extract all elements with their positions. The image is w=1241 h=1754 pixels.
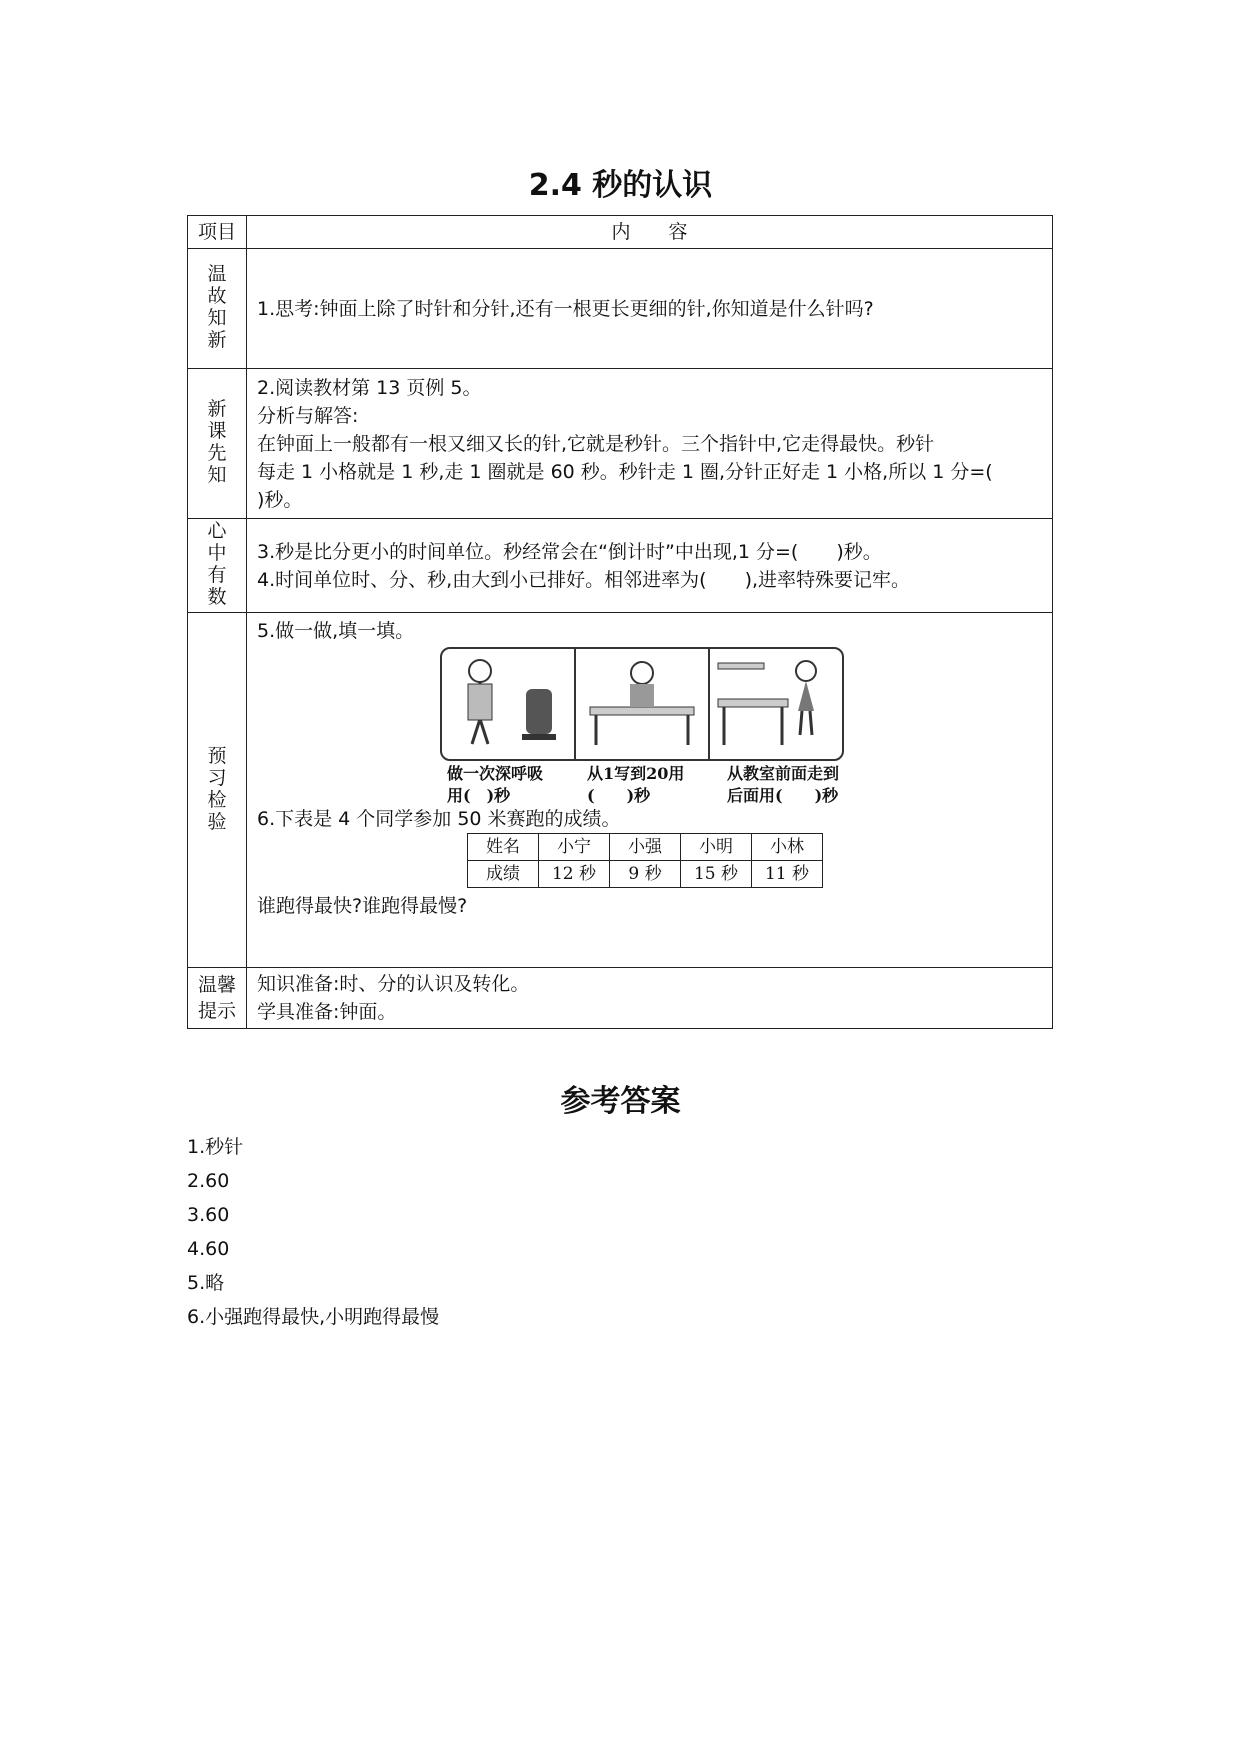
- question-1: 1.思考:钟面上除了时针和分针,还有一根更长更细的针,你知道是什么针吗?: [257, 297, 874, 320]
- row-label: 心中有数: [207, 520, 227, 608]
- answers-title: 参考答案: [560, 1084, 681, 1119]
- question-6-prompt: 谁跑得最快?谁跑得最慢?: [257, 895, 468, 917]
- caption-breathing: 做一次深呼吸 用( )秒: [447, 764, 544, 805]
- table-header-row: [188, 216, 1053, 249]
- table-cell: 姓名: [468, 834, 539, 861]
- table-cell: 11 秒: [752, 861, 823, 888]
- race-score-table: [467, 833, 823, 888]
- text-line: 2.阅读教材第 13 页例 5。: [257, 376, 482, 399]
- lesson-table: [187, 215, 1053, 1029]
- answer-item: 1.秒针: [187, 1136, 244, 1158]
- row-label: 温馨提示: [197, 974, 236, 1022]
- table-cell: 小林: [752, 834, 823, 861]
- table-row-tips: [188, 968, 1053, 1029]
- table-cell: 小明: [681, 834, 752, 861]
- table-row: [468, 834, 823, 861]
- breathing-boy-image: [442, 649, 576, 759]
- table-row-review: [188, 249, 1053, 369]
- text-line: )秒。: [257, 488, 303, 511]
- answer-item: 6.小强跑得最快,小明跑得最慢: [187, 1306, 440, 1328]
- header-item: 项目: [188, 216, 247, 249]
- caption-walking: 从教室前面走到 后面用( )秒: [727, 764, 840, 805]
- tip-line: 知识准备:时、分的认识及转化。: [257, 973, 530, 995]
- table-row-check: [188, 613, 1053, 968]
- activity-illustration: [257, 645, 1042, 805]
- question-4: 4.时间单位时、分、秒,由大到小已排好。相邻进率为( ),进率特殊要记牢。: [257, 568, 911, 591]
- answer-item: 4.60: [187, 1238, 230, 1260]
- table-cell: 9 秒: [610, 861, 681, 888]
- page-title: 2.4 秒的认识: [528, 168, 713, 203]
- text-line: 每走 1 小格就是 1 秒,走 1 圈就是 60 秒。秒针走 1 圈,分针正好走 1 小格,所以 1 分=(: [257, 460, 993, 483]
- text-line: 分析与解答:: [257, 404, 359, 427]
- answer-item: 2.60: [187, 1170, 230, 1192]
- table-cell: 15 秒: [681, 861, 752, 888]
- row-label: 预习检验: [207, 744, 227, 833]
- row-label: 新课先知: [207, 398, 227, 486]
- table-row: [468, 861, 823, 888]
- question-5: 5.做一做,填一填。: [257, 620, 415, 642]
- answer-item: 5.略: [187, 1272, 225, 1294]
- table-cell: 小强: [610, 834, 681, 861]
- writing-boy-image: [576, 649, 710, 759]
- table-cell: 12 秒: [539, 861, 610, 888]
- question-3: 3.秒是比分更小的时间单位。秒经常会在“倒计时”中出现,1 分=( )秒。: [257, 540, 882, 563]
- table-row-understanding: [188, 519, 1053, 613]
- table-cell: 成绩: [468, 861, 539, 888]
- answers-list: [187, 1130, 987, 1334]
- answer-item: 3.60: [187, 1204, 230, 1226]
- caption-writing: 从1写到20用 ( )秒: [587, 764, 685, 805]
- table-cell: 小宁: [539, 834, 610, 861]
- header-content: 内 容: [247, 216, 1053, 249]
- text-line: 在钟面上一般都有一根又细又长的针,它就是秒针。三个指针中,它走得最快。秒针: [257, 432, 935, 455]
- row-label: 温故知新: [207, 263, 227, 351]
- question-6: 6.下表是 4 个同学参加 50 米赛跑的成绩。: [257, 808, 621, 830]
- tip-line: 学具准备:钟面。: [257, 1001, 397, 1023]
- table-row-preview: [188, 369, 1053, 519]
- walking-girl-image: [710, 649, 842, 759]
